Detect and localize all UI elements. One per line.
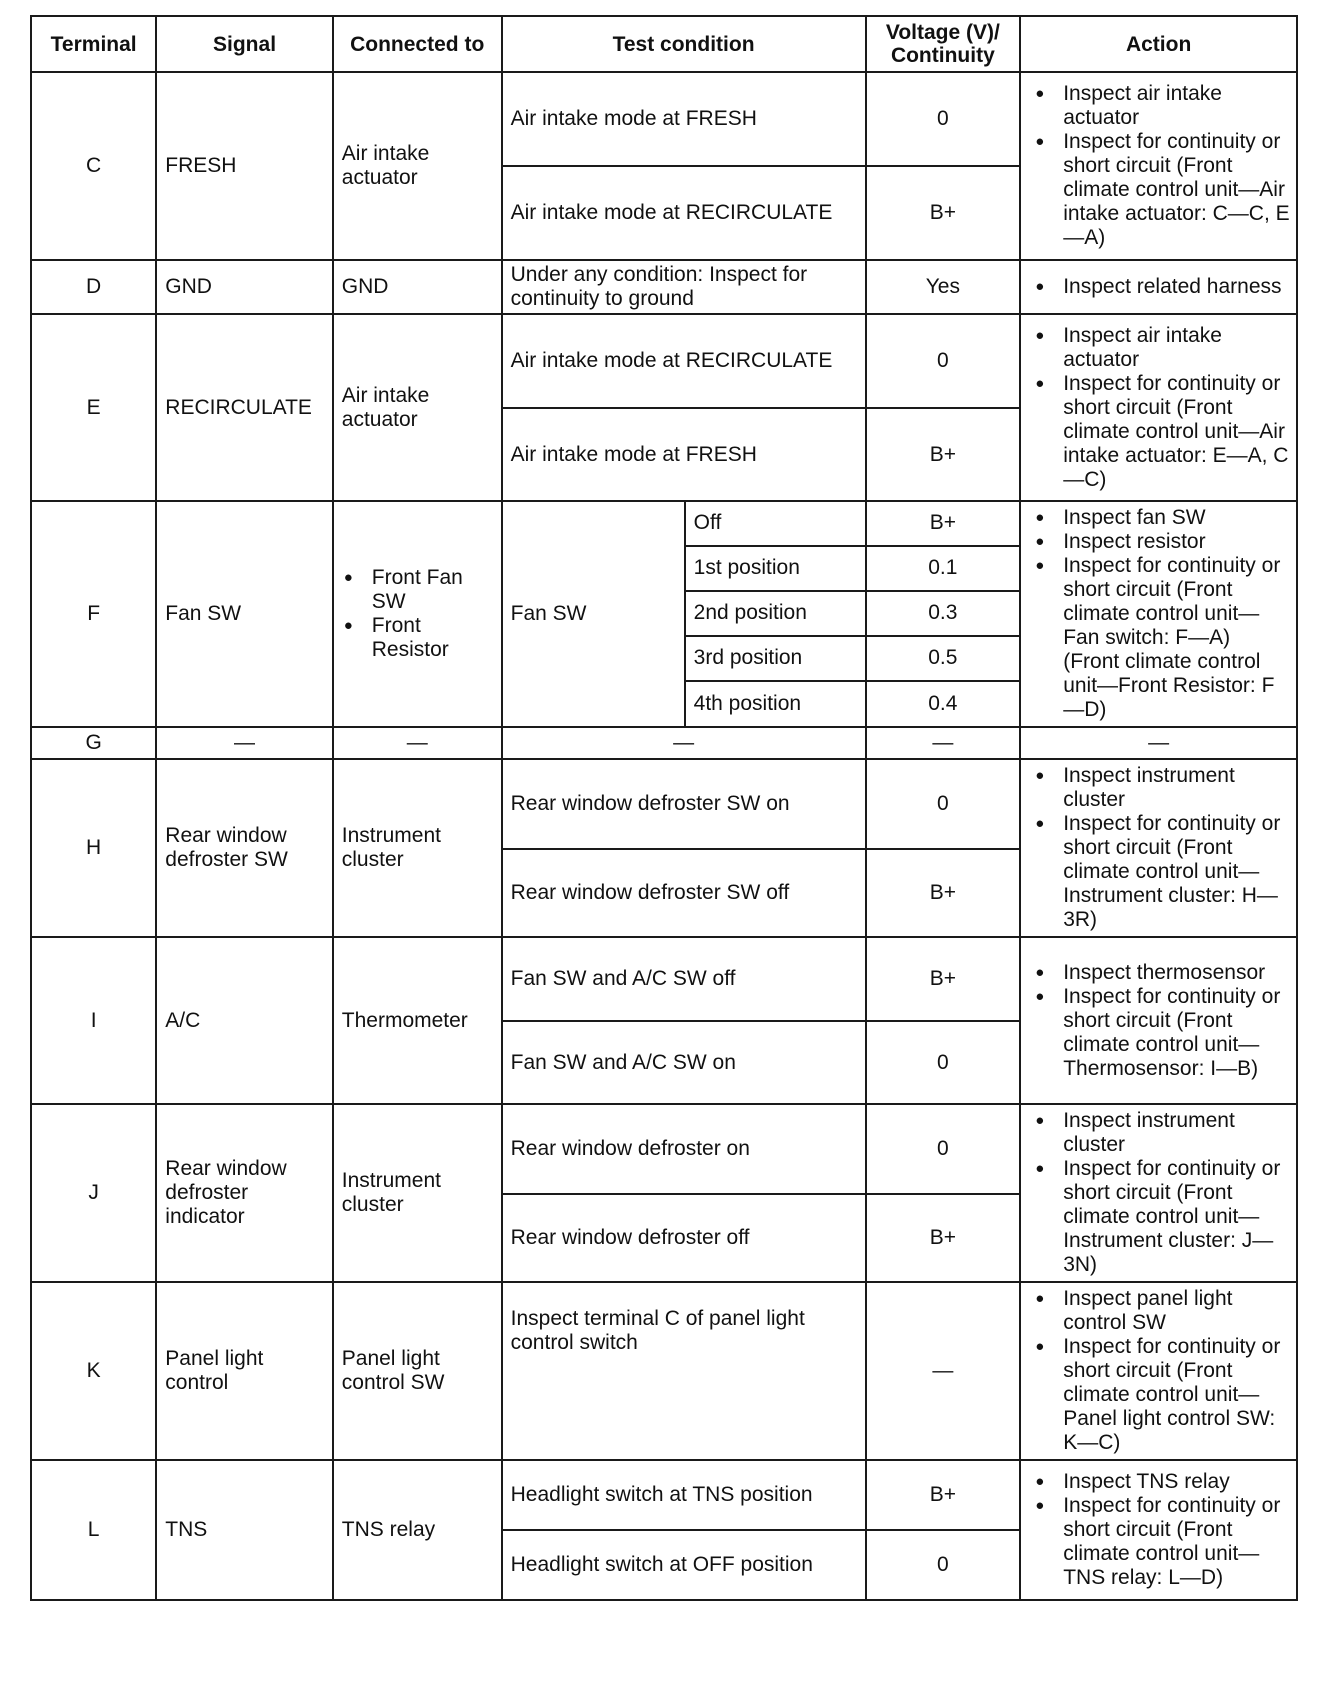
action-item: ● Inspect air intake actuator bbox=[1033, 324, 1290, 372]
table-row bbox=[31, 1460, 1297, 1530]
connected-cell: Panel light control SW bbox=[333, 1282, 502, 1460]
action-list bbox=[1033, 82, 1290, 250]
action-list bbox=[1033, 961, 1290, 1081]
condition-cell: Inspect terminal C of panel light control switch bbox=[502, 1282, 866, 1460]
value-cell: 0 bbox=[866, 1021, 1021, 1104]
connected-cell bbox=[333, 501, 502, 727]
connected-cell: Thermometer bbox=[333, 937, 502, 1104]
signal-cell: — bbox=[156, 727, 332, 759]
terminal-cell: E bbox=[31, 314, 156, 501]
terminal-cell: K bbox=[31, 1282, 156, 1460]
terminal-cell: G bbox=[31, 727, 156, 759]
action-cell bbox=[1020, 759, 1297, 937]
value-cell: 0 bbox=[866, 314, 1021, 408]
table-row bbox=[31, 1282, 1297, 1460]
value-cell: 0 bbox=[866, 1104, 1021, 1194]
action-cell bbox=[1020, 1104, 1297, 1282]
value-cell: B+ bbox=[866, 1194, 1021, 1282]
inspection-sheet bbox=[30, 15, 1298, 1601]
action-cell bbox=[1020, 501, 1297, 727]
value-cell: B+ bbox=[866, 937, 1021, 1021]
action-item: ● Inspect instrument cluster bbox=[1033, 764, 1290, 812]
value-cell: B+ bbox=[866, 1460, 1021, 1530]
value-cell: B+ bbox=[866, 849, 1021, 937]
table-row bbox=[31, 501, 1297, 546]
action-list bbox=[1033, 764, 1290, 932]
action-item: ● Inspect for continuity or short circuit (Front climate control unit—Thermosensor: I—B) bbox=[1033, 985, 1290, 1081]
condition-cell: Air intake mode at RECIRCULATE bbox=[502, 314, 866, 408]
table-row bbox=[31, 314, 1297, 408]
condition-cell: Fan SW bbox=[502, 501, 685, 727]
signal-cell: GND bbox=[156, 260, 332, 314]
condition-cell: — bbox=[502, 727, 866, 759]
signal-cell: FRESH bbox=[156, 72, 332, 260]
connected-cell: Air intake actuator bbox=[333, 72, 502, 260]
terminal-cell: C bbox=[31, 72, 156, 260]
condition-cell: Fan SW and A/C SW on bbox=[502, 1021, 866, 1104]
value-cell: 0 bbox=[866, 1530, 1021, 1600]
terminal-cell: H bbox=[31, 759, 156, 937]
condition-cell: Rear window defroster SW off bbox=[502, 849, 866, 937]
value-cell: — bbox=[866, 727, 1021, 759]
header-terminal: Terminal bbox=[31, 16, 156, 72]
action-list bbox=[1033, 506, 1290, 722]
action-item: ● Inspect resistor bbox=[1033, 530, 1290, 554]
condition-cell: Rear window defroster off bbox=[502, 1194, 866, 1282]
header-voltage bbox=[866, 16, 1021, 72]
connected-cell: Instrument cluster bbox=[333, 1104, 502, 1282]
signal-cell: Fan SW bbox=[156, 501, 332, 727]
value-cell: 0.3 bbox=[866, 591, 1021, 636]
header-row bbox=[31, 16, 1297, 72]
signal-cell: TNS bbox=[156, 1460, 332, 1600]
action-cell bbox=[1020, 937, 1297, 1104]
action-item: ● Inspect related harness bbox=[1033, 275, 1290, 299]
action-item: ● Inspect for continuity or short circuit (Front climate control unit—Air intake actuator: C—C, E—A) bbox=[1033, 130, 1290, 250]
table-row bbox=[31, 937, 1297, 1021]
action-item: ● Inspect TNS relay bbox=[1033, 1470, 1290, 1494]
action-item: ● Inspect fan SW bbox=[1033, 506, 1290, 530]
connected-item: ● Front Resistor bbox=[342, 614, 493, 662]
condition-cell: Fan SW and A/C SW off bbox=[502, 937, 866, 1021]
action-item: ● Inspect for continuity or short circuit (Front climate control unit—Instrument cluster: J—3N) bbox=[1033, 1157, 1290, 1277]
action-item: ● Inspect thermosensor bbox=[1033, 961, 1290, 985]
table-row bbox=[31, 727, 1297, 759]
condition-cell: Air intake mode at FRESH bbox=[502, 408, 866, 501]
table-row bbox=[31, 1104, 1297, 1194]
action-cell bbox=[1020, 72, 1297, 260]
action-list bbox=[1033, 1109, 1290, 1277]
value-cell: 0.5 bbox=[866, 636, 1021, 681]
signal-cell: Panel light control bbox=[156, 1282, 332, 1460]
condition-cell: Rear window defroster on bbox=[502, 1104, 866, 1194]
action-item: ● Inspect panel light control SW bbox=[1033, 1287, 1290, 1335]
condition-cell: Air intake mode at FRESH bbox=[502, 72, 866, 166]
action-cell bbox=[1020, 1282, 1297, 1460]
connected-cell: — bbox=[333, 727, 502, 759]
action-cell bbox=[1020, 314, 1297, 501]
connected-cell: Air intake actuator bbox=[333, 314, 502, 501]
terminal-cell: L bbox=[31, 1460, 156, 1600]
action-item: ● Inspect for continuity or short circuit (Front climate control unit—Panel light control SW: K—C) bbox=[1033, 1335, 1290, 1455]
action-cell bbox=[1020, 260, 1297, 314]
signal-cell: Rear window defroster SW bbox=[156, 759, 332, 937]
position-cell: 2nd position bbox=[685, 591, 866, 636]
value-cell: Yes bbox=[866, 260, 1021, 314]
action-list bbox=[1033, 275, 1290, 299]
position-cell: 4th position bbox=[685, 681, 866, 727]
value-cell: B+ bbox=[866, 166, 1021, 260]
table-row bbox=[31, 72, 1297, 166]
header-test-condition: Test condition bbox=[502, 16, 866, 72]
value-cell: — bbox=[866, 1282, 1021, 1460]
connected-cell: GND bbox=[333, 260, 502, 314]
action-item: ● Inspect for continuity or short circuit (Front climate control unit—Instrument cluster: H—3R) bbox=[1033, 812, 1290, 932]
value-cell: B+ bbox=[866, 408, 1021, 501]
value-cell: 0.4 bbox=[866, 681, 1021, 727]
header-action: Action bbox=[1020, 16, 1297, 72]
terminal-cell: F bbox=[31, 501, 156, 727]
terminal-cell: I bbox=[31, 937, 156, 1104]
condition-cell: Headlight switch at OFF position bbox=[502, 1530, 866, 1600]
action-list bbox=[1033, 324, 1290, 492]
signal-cell: RECIRCULATE bbox=[156, 314, 332, 501]
terminal-inspection-table bbox=[30, 15, 1298, 1601]
header-signal: Signal bbox=[156, 16, 332, 72]
action-cell: — bbox=[1020, 727, 1297, 759]
header-voltage-line1: Voltage (V)/ bbox=[885, 21, 1000, 44]
action-item: ● Inspect for continuity or short circuit (Front climate control unit—Air intake actuator: E—A, C—C) bbox=[1033, 372, 1290, 492]
position-cell: Off bbox=[685, 501, 866, 546]
action-list bbox=[1033, 1470, 1290, 1590]
signal-cell: Rear window defroster indicator bbox=[156, 1104, 332, 1282]
signal-cell: A/C bbox=[156, 937, 332, 1104]
header-voltage-line2: Continuity bbox=[890, 44, 995, 67]
connected-item: ● Front Fan SW bbox=[342, 566, 493, 614]
value-cell: B+ bbox=[866, 501, 1021, 546]
table-row bbox=[31, 759, 1297, 849]
value-cell: 0.1 bbox=[866, 546, 1021, 591]
terminal-cell: J bbox=[31, 1104, 156, 1282]
header-connected-to: Connected to bbox=[333, 16, 502, 72]
value-cell: 0 bbox=[866, 759, 1021, 849]
connected-cell: Instrument cluster bbox=[333, 759, 502, 937]
condition-cell: Under any condition: Inspect for continuity to ground bbox=[502, 260, 866, 314]
position-cell: 3rd position bbox=[685, 636, 866, 681]
position-cell: 1st position bbox=[685, 546, 866, 591]
action-item: ● Inspect for continuity or short circuit (Front climate control unit—Fan switch: F—A) (Front climate control unit—Front Resistor: F—D) bbox=[1033, 554, 1290, 722]
condition-cell: Rear window defroster SW on bbox=[502, 759, 866, 849]
action-item: ● Inspect air intake actuator bbox=[1033, 82, 1290, 130]
table-row bbox=[31, 260, 1297, 314]
condition-cell: Headlight switch at TNS position bbox=[502, 1460, 866, 1530]
value-cell: 0 bbox=[866, 72, 1021, 166]
condition-cell: Air intake mode at RECIRCULATE bbox=[502, 166, 866, 260]
action-cell bbox=[1020, 1460, 1297, 1600]
action-item: ● Inspect instrument cluster bbox=[1033, 1109, 1290, 1157]
action-item: ● Inspect for continuity or short circuit (Front climate control unit—TNS relay: L—D) bbox=[1033, 1494, 1290, 1590]
terminal-cell: D bbox=[31, 260, 156, 314]
connected-cell: TNS relay bbox=[333, 1460, 502, 1600]
connected-list bbox=[342, 566, 493, 662]
action-list bbox=[1033, 1287, 1290, 1455]
